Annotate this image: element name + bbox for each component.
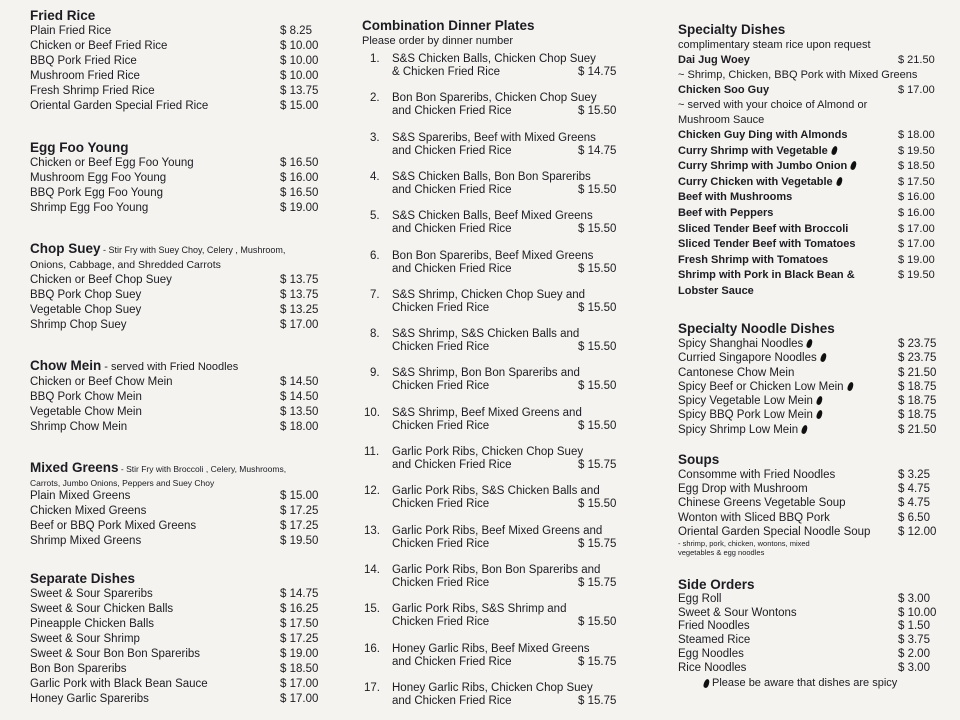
plate-description: and Chicken Fried Rice (392, 144, 512, 157)
plate-number: 2. (370, 92, 380, 105)
menu-item (678, 175, 948, 191)
item-price: $ 17.25 (280, 633, 319, 645)
plate-description: Garlic Pork Ribs, Beef Mixed Greens and (392, 524, 603, 537)
plate-number: 11. (364, 446, 380, 458)
item-price: $ 10.00 (280, 70, 319, 82)
chili-pepper-icon (816, 396, 824, 406)
section-title: Separate Dishes (30, 571, 136, 586)
menu-item (678, 620, 948, 634)
item-name: Lobster Sauce (678, 284, 754, 297)
plate-description: S&S Shrimp, Beef Mixed Greens and (392, 406, 582, 419)
item-name: Shrimp Chow Mein (30, 421, 128, 433)
section-title: Fried Rice (30, 8, 96, 23)
item-name: Shrimp Chop Suey (30, 319, 127, 331)
chili-pepper-icon (835, 176, 843, 186)
item-name: Plain Fried Rice (30, 25, 112, 37)
plate-price: $ 15.50 (578, 301, 617, 314)
menu-item (30, 420, 330, 435)
plate-description: S&S Shrimp, S&S Chicken Balls and (392, 328, 580, 341)
plate-price: $ 15.75 (578, 655, 617, 668)
plate-description: Chicken Fried Rice (392, 498, 490, 511)
menu-item (30, 692, 330, 707)
menu-item (30, 303, 330, 318)
section-title: Specialty Dishes (678, 22, 786, 37)
item-price: $ 18.75 (898, 380, 937, 393)
item-name: Sweet & Sour Shrimp (30, 633, 140, 645)
item-price: $ 4.75 (898, 483, 930, 496)
item-price: $ 17.50 (280, 618, 319, 630)
menu-item (678, 662, 948, 676)
plate-number: 14. (364, 563, 380, 576)
plate-price: $ 15.75 (578, 537, 617, 550)
item-name: Egg Roll (678, 593, 722, 605)
item-name: Sliced Tender Beef with Broccoli (678, 222, 849, 235)
plate-price: $ 15.50 (578, 380, 617, 393)
plate-price: $ 14.75 (578, 66, 617, 78)
item-name: BBQ Pork Chow Mein (30, 391, 142, 403)
item-name: BBQ Pork Chop Suey (30, 289, 142, 301)
item-name: Mushroom Fried Rice (30, 70, 140, 82)
plate-number: 9. (370, 367, 380, 380)
menu-item (678, 607, 948, 621)
menu-item (30, 504, 330, 519)
specialty-section (678, 22, 948, 299)
item-price: $ 3.75 (898, 634, 930, 647)
item-name: Chicken Soo Guy (678, 84, 770, 96)
plate-description: Bon Bon Spareribs, Chicken Chop Suey (392, 92, 597, 105)
plate-description: Chicken Fried Rice (392, 616, 490, 629)
item-name: Fresh Shrimp with Tomatoes (678, 253, 829, 266)
section-note: - Stir Fry with Suey Choy, Celery , Mushroom, (100, 245, 286, 255)
plate-price: $ 15.50 (578, 105, 617, 118)
chili-pepper-icon (830, 145, 838, 155)
menu-item (678, 380, 948, 394)
menu-item (678, 144, 948, 160)
item-name: Cantonese Chow Mein (678, 366, 795, 379)
item-price: $ 13.75 (280, 289, 319, 301)
combination-section (362, 18, 634, 707)
spicy-warning-text: Please be aware that dishes are spicy (712, 677, 898, 690)
section-title: Side Orders (678, 577, 755, 592)
plate-description: Bon Bon Spareribs, Beef Mixed Greens (392, 249, 594, 262)
menu-item (30, 84, 330, 99)
item-price: $ 18.00 (898, 129, 935, 141)
chop-suey-section (30, 241, 330, 333)
chili-pepper-icon (806, 338, 814, 348)
item-name: Consomme with Fried Noodles (678, 469, 836, 481)
plate-number: 13. (364, 524, 380, 537)
section-note: Onions, Cabbage, and Shredded Carrots (30, 259, 221, 271)
plate-description: S&S Shrimp, Chicken Chop Suey and (392, 288, 586, 301)
item-price: $ 13.75 (280, 274, 319, 286)
section-note: Carrots, Jumbo Onions, Peppers and Suey Choy (30, 478, 215, 488)
item-price: $ 19.00 (280, 648, 319, 660)
item-price: $ 16.50 (280, 187, 319, 199)
item-price: $ 18.50 (898, 160, 935, 173)
chili-pepper-icon (815, 410, 823, 420)
item-name: Curry Shrimp with Vegetable (678, 144, 898, 160)
fried-rice-section (30, 8, 330, 114)
item-name: Dai Jug Woey (678, 54, 750, 66)
item-name: Spicy Beef or Chicken Low Mein (678, 380, 898, 394)
plate-description: S&S Shrimp, Bon Bon Spareribs and (392, 367, 580, 380)
menu-item (678, 496, 948, 510)
menu-item (678, 593, 948, 607)
menu-item (678, 83, 948, 98)
item-name: Rice Noodles (678, 661, 747, 674)
chili-pepper-icon (850, 161, 858, 171)
menu-item (678, 206, 948, 222)
item-price: $ 19.00 (898, 253, 935, 266)
plate-number: 10. (364, 406, 380, 419)
section-note: - Stir Fry with Broccoli , Celery, Mushrooms, (118, 464, 287, 474)
section-title: Combination Dinner Plates (362, 18, 535, 33)
item-price: $ 15.00 (280, 100, 319, 112)
section-title: Chop Suey (30, 241, 101, 256)
menu-item (30, 54, 330, 69)
menu-item (678, 190, 948, 206)
item-price: $ 16.25 (280, 603, 319, 615)
section-title: Egg Foo Young (30, 140, 129, 155)
item-name: Sweet & Sour Wontons (678, 606, 797, 619)
section-subtitle: complimentary steam rice upon request (678, 39, 871, 51)
chili-pepper-icon (703, 678, 711, 688)
menu-item (678, 159, 948, 175)
plate-description: S&S Chicken Balls, Chicken Chop Suey (392, 53, 596, 65)
side-orders-section (678, 577, 948, 689)
plate-description: and Chicken Fried Rice (392, 459, 512, 471)
section-title: Chow Mein (30, 358, 102, 373)
plate-price: $ 14.75 (578, 144, 617, 157)
plate-number: 8. (370, 328, 380, 341)
item-price: $ 19.00 (280, 202, 319, 214)
menu-item (30, 632, 330, 647)
plate-description: S&S Spareribs, Beef with Mixed Greens (392, 131, 596, 144)
item-name: Mushroom Egg Foo Young (30, 172, 167, 184)
menu-item (30, 318, 330, 333)
plate-number: 3. (370, 131, 380, 144)
menu-item (30, 288, 330, 303)
item-price: $ 12.00 (898, 525, 937, 538)
item-name: Spicy BBQ Pork Low Mein (678, 408, 898, 422)
item-price: $ 16.50 (280, 157, 319, 169)
menu-item (678, 128, 948, 144)
item-name: Sweet & Sour Spareribs (30, 588, 153, 600)
section-title: Specialty Noodle Dishes (678, 321, 835, 336)
menu-item (678, 525, 948, 539)
item-name: Sliced Tender Beef with Tomatoes (678, 238, 856, 251)
menu-item (30, 602, 330, 617)
item-price: $ 17.25 (280, 505, 319, 517)
item-name: BBQ Pork Egg Foo Young (30, 187, 163, 199)
item-price: $ 10.00 (280, 55, 319, 67)
plate-description: and Chicken Fried Rice (392, 183, 512, 196)
item-note: Mushroom Sauce (678, 114, 765, 126)
item-price: $ 17.00 (898, 84, 935, 96)
item-price: $ 17.25 (280, 520, 319, 532)
item-price: $ 23.75 (898, 352, 937, 365)
item-price: $ 1.50 (898, 620, 930, 633)
section-note: - served with Fried Noodles (101, 361, 239, 373)
item-name: Curried Singapore Noodles (678, 351, 898, 365)
plate-description: Honey Garlic Ribs, Beef Mixed Greens (392, 642, 590, 655)
plate-description: S&S Chicken Balls, Bon Bon Spareribs (392, 170, 591, 183)
menu-item (678, 423, 948, 437)
menu-item (30, 273, 330, 288)
item-name: Chicken Mixed Greens (30, 505, 147, 517)
egg-foo-young-section (30, 140, 330, 216)
item-price: $ 13.25 (280, 304, 319, 316)
item-price: $ 2.00 (898, 647, 930, 660)
item-price: $ 17.00 (280, 678, 319, 690)
item-name: Chicken or Beef Chop Suey (30, 274, 172, 286)
item-name: Bon Bon Spareribs (30, 663, 127, 675)
plate-description: and Chicken Fried Rice (392, 105, 512, 118)
plate-number: 4. (370, 170, 380, 183)
plate-description: Garlic Pork Ribs, Bon Bon Spareribs and (392, 563, 601, 576)
plate-number: 6. (370, 249, 380, 262)
item-name: Vegetable Chop Suey (30, 304, 142, 316)
item-name: Chicken or Beef Chow Mein (30, 376, 173, 388)
plate-description: S&S Chicken Balls, Beef Mixed Greens (392, 210, 593, 223)
item-price: $ 6.50 (898, 511, 930, 524)
item-name: Shrimp Egg Foo Young (30, 202, 149, 214)
item-price: $ 16.00 (898, 206, 935, 219)
item-price: $ 14.50 (280, 376, 319, 388)
item-name: BBQ Pork Fried Rice (30, 55, 137, 67)
item-name: Beef or BBQ Pork Mixed Greens (30, 520, 197, 532)
menu-item (30, 39, 330, 54)
plate-description: Chicken Fried Rice (392, 380, 490, 393)
menu-item (30, 99, 330, 114)
plate-price: $ 15.75 (578, 576, 617, 589)
item-name: Fried Noodles (678, 620, 750, 633)
menu-item (30, 405, 330, 420)
plate-number: 15. (364, 603, 380, 616)
plate-description: Garlic Pork Ribs, Chicken Chop Suey (392, 446, 584, 458)
plate-price: $ 15.50 (578, 262, 617, 275)
menu-item (30, 156, 330, 171)
item-price: $ 18.75 (898, 409, 937, 422)
menu-item (678, 337, 948, 351)
plate-price: $ 15.75 (578, 459, 617, 471)
item-price: $ 4.75 (898, 497, 930, 510)
menu-item (678, 511, 948, 525)
chow-mein-section (30, 358, 330, 435)
item-name: Pineapple Chicken Balls (30, 618, 155, 630)
chili-pepper-icon (801, 424, 809, 434)
item-price: $ 21.50 (898, 423, 937, 436)
plate-description: Chicken Fried Rice (392, 576, 490, 589)
section-subtitle: Please order by dinner number (362, 35, 514, 47)
item-price: $ 10.00 (898, 606, 937, 619)
plate-price: $ 15.50 (578, 341, 617, 354)
item-price: $ 13.75 (280, 85, 319, 97)
menu-item (678, 268, 948, 284)
item-name: Sweet & Sour Bon Bon Spareribs (30, 648, 201, 660)
item-name: Garlic Pork with Black Bean Sauce (30, 678, 208, 690)
menu-item (678, 634, 948, 648)
item-price: $ 19.50 (898, 144, 935, 157)
item-price: $ 16.00 (898, 191, 935, 204)
plate-description: and Chicken Fried Rice (392, 262, 512, 275)
item-price: $ 19.50 (898, 269, 935, 282)
plate-description: Chicken Fried Rice (392, 341, 490, 354)
item-name: Curry Chicken with Vegetable (678, 175, 898, 191)
noodle-section (678, 321, 948, 437)
item-price: $ 19.50 (280, 535, 319, 547)
menu-item (30, 534, 330, 549)
item-price: $ 3.00 (898, 593, 930, 605)
item-note: ~ served with your choice of Almond or (678, 99, 868, 111)
chili-pepper-icon (846, 381, 854, 391)
item-price: $ 14.50 (280, 391, 319, 403)
soups-section (678, 452, 948, 557)
plate-number: 7. (370, 288, 380, 301)
menu-item (30, 677, 330, 692)
item-name: Egg Drop with Mushroom (678, 483, 808, 496)
menu-item (678, 408, 948, 422)
menu-item (678, 482, 948, 496)
plate-price: $ 15.75 (578, 694, 617, 707)
section-note: - shrimp, pork, chicken, wontons, mixed (678, 539, 810, 549)
item-name: Shrimp Mixed Greens (30, 535, 142, 547)
menu-item (30, 662, 330, 677)
plate-price: $ 15.50 (578, 419, 617, 432)
menu-item (678, 237, 948, 253)
plate-number: 12. (364, 485, 380, 498)
item-name: Chicken Guy Ding with Almonds (678, 129, 848, 141)
menu-item (30, 69, 330, 84)
plate-number: 1. (370, 53, 380, 65)
plate-number: 17. (364, 681, 380, 694)
chili-pepper-icon (819, 353, 827, 363)
plate-number: 5. (370, 210, 380, 223)
item-name: Chicken or Beef Egg Foo Young (30, 157, 194, 169)
menu-item (678, 648, 948, 662)
item-price: $ 18.50 (280, 663, 319, 675)
item-name: Oriental Garden Special Noodle Soup (678, 525, 871, 538)
plate-number: 16. (364, 642, 380, 655)
plate-description: Honey Garlic Ribs, Chicken Chop Suey (392, 681, 593, 694)
menu-item (678, 351, 948, 365)
section-title: Soups (678, 452, 720, 467)
item-name: Wonton with Sliced BBQ Pork (678, 511, 830, 524)
plate-description: Garlic Pork Ribs, S&S Shrimp and (392, 603, 567, 616)
item-price: $ 3.00 (898, 661, 930, 674)
mixed-greens-section (30, 460, 330, 549)
item-name: Chicken or Beef Fried Rice (30, 40, 168, 52)
menu-item (678, 366, 948, 380)
menu-item (30, 489, 330, 504)
spicy-warning (700, 677, 948, 689)
item-name: Chinese Greens Vegetable Soup (678, 497, 846, 510)
menu-item (30, 587, 330, 602)
section-note: vegetables & egg noodles (678, 548, 765, 558)
plate-price: $ 15.50 (578, 223, 617, 236)
menu-item (30, 24, 330, 39)
item-name: Beef with Mushrooms (678, 191, 793, 204)
item-note: ~ Shrimp, Chicken, BBQ Pork with Mixed Greens (678, 69, 918, 81)
plate-description: and Chicken Fried Rice (392, 694, 512, 707)
item-name: Steamed Rice (678, 634, 751, 647)
item-price: $ 21.50 (898, 54, 935, 66)
menu-item (30, 201, 330, 216)
menu-item (30, 647, 330, 662)
menu-item (30, 519, 330, 534)
menu-item (678, 394, 948, 408)
plate-price: $ 15.50 (578, 498, 617, 511)
item-price: $ 17.00 (280, 319, 319, 331)
menu-item (30, 186, 330, 201)
item-price: $ 15.00 (280, 490, 319, 502)
menu-item (30, 390, 330, 405)
item-price: $ 23.75 (898, 338, 937, 350)
menu-item (30, 171, 330, 186)
plate-description: Chicken Fried Rice (392, 419, 490, 432)
item-name: Spicy Shanghai Noodles (678, 337, 898, 351)
item-price: $ 17.50 (898, 175, 935, 188)
item-name: Spicy Shrimp Low Mein (678, 423, 898, 437)
item-price: $ 18.75 (898, 395, 937, 408)
menu-item (678, 253, 948, 269)
item-price: $ 16.00 (280, 172, 319, 184)
plate-price: $ 15.50 (578, 183, 617, 196)
item-price: $ 18.00 (280, 421, 319, 433)
item-price: $ 14.75 (280, 588, 319, 600)
menu-item (678, 468, 948, 482)
plate-description: and Chicken Fried Rice (392, 655, 512, 668)
item-price: $ 17.00 (898, 222, 935, 235)
plate-description: Garlic Pork Ribs, S&S Chicken Balls and (392, 485, 600, 498)
menu-item (678, 53, 948, 68)
menu-item (30, 375, 330, 390)
item-price: $ 17.00 (898, 238, 935, 251)
item-name: Fresh Shrimp Fried Rice (30, 85, 155, 97)
item-price: $ 13.50 (280, 406, 319, 418)
plate-description: & Chicken Fried Rice (392, 66, 501, 78)
plate-description: and Chicken Fried Rice (392, 223, 512, 236)
item-name: Oriental Garden Special Fried Rice (30, 100, 209, 112)
item-price: $ 8.25 (280, 25, 312, 37)
menu-item (30, 617, 330, 632)
item-name: Plain Mixed Greens (30, 490, 131, 502)
item-name: Vegetable Chow Mein (30, 406, 142, 418)
item-name: Egg Noodles (678, 647, 744, 660)
item-name: Spicy Vegetable Low Mein (678, 394, 898, 408)
item-price: $ 3.25 (898, 469, 930, 481)
item-price: $ 21.50 (898, 366, 937, 379)
item-name: Sweet & Sour Chicken Balls (30, 603, 174, 615)
item-name: Beef with Peppers (678, 206, 774, 219)
item-price: $ 10.00 (280, 40, 319, 52)
plate-price: $ 15.50 (578, 616, 617, 629)
item-name: Shrimp with Pork in Black Bean & (678, 269, 855, 282)
plate-description: Chicken Fried Rice (392, 301, 490, 314)
section-title: Mixed Greens (30, 460, 119, 475)
menu-item (678, 222, 948, 238)
item-price: $ 17.00 (280, 693, 319, 705)
plate-description: Chicken Fried Rice (392, 537, 490, 550)
item-name: Curry Shrimp with Jumbo Onion (678, 159, 898, 175)
item-name: Honey Garlic Spareribs (30, 693, 149, 705)
separate-dishes-section (30, 571, 330, 707)
